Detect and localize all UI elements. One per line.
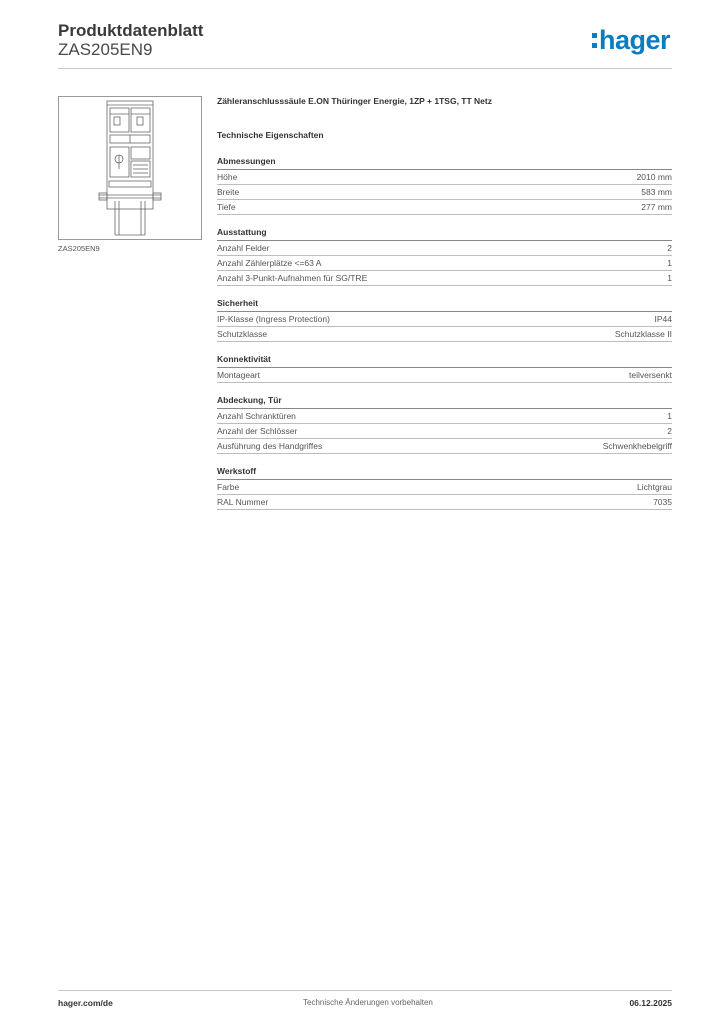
spec-value: 583 mm xyxy=(641,187,672,197)
spec-row xyxy=(217,171,672,185)
group-heading: Werkstoff xyxy=(217,466,672,480)
group-abdeckung-tuer xyxy=(217,395,672,454)
group-heading: Konnektivität xyxy=(217,354,672,368)
image-caption: ZAS205EN9 xyxy=(58,244,100,253)
footer-notice: Technische Änderungen vorbehalten xyxy=(303,998,433,1007)
spec-value: Lichtgrau xyxy=(637,482,672,492)
technical-properties-heading: Technische Eigenschaften xyxy=(217,130,324,140)
product-title: Zähleranschlusssäule E.ON Thüringer Energie, 1ZP + 1TSG, TT Netz xyxy=(217,96,492,106)
spec-value: 277 mm xyxy=(641,202,672,212)
spec-label: Farbe xyxy=(217,482,240,492)
group-heading: Abdeckung, Tür xyxy=(217,395,672,409)
spec-value: IP44 xyxy=(654,314,672,324)
spec-label: Ausführung des Handgriffes xyxy=(217,441,323,451)
footer-date: 06.12.2025 xyxy=(629,998,672,1008)
spec-label: IP-Klasse (Ingress Protection) xyxy=(217,314,330,324)
header-divider xyxy=(58,68,672,69)
spec-row xyxy=(217,313,672,327)
group-abmessungen xyxy=(217,156,672,215)
spec-row xyxy=(217,410,672,424)
spec-value: 2010 mm xyxy=(636,172,672,182)
spec-label: RAL Nummer xyxy=(217,497,269,507)
spec-row xyxy=(217,328,672,342)
logo-colon-icon xyxy=(592,33,597,50)
footer-divider xyxy=(58,990,672,991)
group-sicherheit xyxy=(217,298,672,342)
spec-row xyxy=(217,369,672,383)
spec-row xyxy=(217,425,672,439)
spec-value: 7035 xyxy=(653,497,672,507)
product-image xyxy=(58,96,202,240)
spec-value: teilversenkt xyxy=(629,370,672,380)
spec-row xyxy=(217,496,672,510)
footer-website: hager.com/de xyxy=(58,998,113,1008)
article-number: ZAS205EN9 xyxy=(58,40,153,59)
document-title: Produktdatenblatt xyxy=(58,21,204,40)
spec-label: Schutzklasse xyxy=(217,329,268,339)
spec-row xyxy=(217,186,672,200)
group-heading: Ausstattung xyxy=(217,227,672,241)
spec-row xyxy=(217,272,672,286)
spec-label: Höhe xyxy=(217,172,238,182)
hager-logo xyxy=(592,27,670,54)
spec-value: 1 xyxy=(667,273,672,283)
spec-label: Anzahl Zählerplätze <=63 A xyxy=(217,258,322,268)
spec-label: Tiefe xyxy=(217,202,236,212)
logo-text: hager xyxy=(599,25,671,55)
spec-label: Anzahl Schranktüren xyxy=(217,411,296,421)
group-heading: Sicherheit xyxy=(217,298,672,312)
spec-label: Montageart xyxy=(217,370,260,380)
spec-label: Anzahl der Schlösser xyxy=(217,426,298,436)
group-konnektivitaet xyxy=(217,354,672,383)
spec-value: 2 xyxy=(667,243,672,253)
spec-label: Anzahl Felder xyxy=(217,243,270,253)
spec-label: Breite xyxy=(217,187,240,197)
spec-value: 2 xyxy=(667,426,672,436)
meter-cabinet-drawing xyxy=(59,97,201,239)
spec-row xyxy=(217,481,672,495)
spec-row xyxy=(217,201,672,215)
group-ausstattung xyxy=(217,227,672,286)
group-heading: Abmessungen xyxy=(217,156,672,170)
spec-row xyxy=(217,242,672,256)
product-details xyxy=(217,96,672,510)
spec-value: 1 xyxy=(667,411,672,421)
spec-value: Schutzklasse II xyxy=(614,329,672,339)
group-werkstoff xyxy=(217,466,672,510)
spec-row xyxy=(217,257,672,271)
spec-label: Anzahl 3-Punkt-Aufnahmen für SG/TRE xyxy=(217,273,368,283)
spec-value: 1 xyxy=(667,258,672,268)
spec-value: Schwenkhebelgriff xyxy=(602,441,672,451)
spec-row xyxy=(217,440,672,454)
